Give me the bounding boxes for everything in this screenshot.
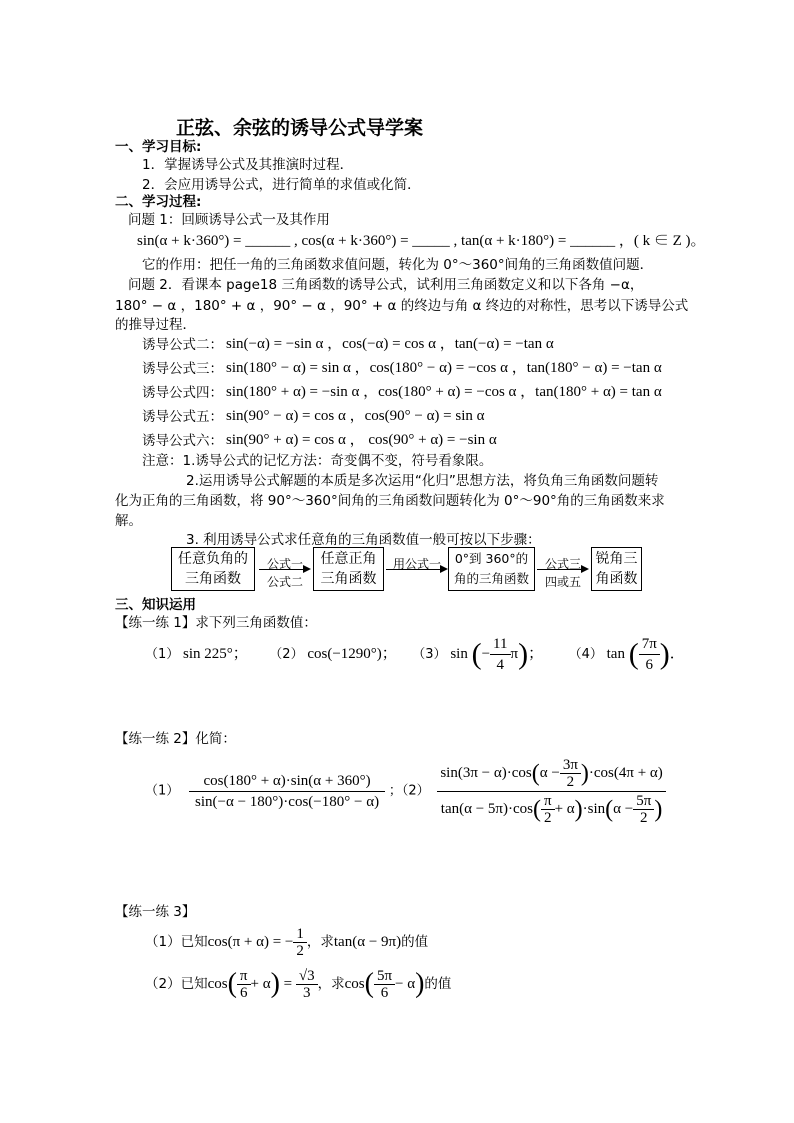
- flow-box-positive-angle: [313, 547, 384, 591]
- exercise-1-items: （1） sin 225°； （2） cos(−1290°)； （3） sin (− $\frac{11}{4}$ π)； （4） tan ( $\frac{7\pi}{6}$ )．: [145, 636, 685, 674]
- fraction-denominator: sin(−α − 180°)·cos(−180° − α): [195, 793, 380, 810]
- question-2-line-3: 的推导过程．: [115, 317, 196, 333]
- exercise-3-item-1: [145, 924, 428, 960]
- fraction-numerator: π: [541, 793, 555, 810]
- given-expression: cos(π + α) = −: [207, 934, 294, 950]
- flow-box-0-360-angle: [448, 547, 535, 591]
- flow-box-acute-angle: [591, 547, 642, 591]
- fraction: [639, 634, 660, 675]
- item-index: （4）: [568, 647, 603, 662]
- item-index: （1）: [145, 783, 180, 799]
- note-2-line-2: 化为正角的三角函数，将 90°～360°间角的三角函数问题转化为 0°～90°角的三角函数来求: [115, 493, 665, 509]
- flow-box-text: 锐角三: [595, 551, 638, 567]
- fraction: [189, 771, 385, 812]
- note-3: 3. 利用诱导公式求任意角的三角函数值一般可按以下步骤：: [186, 532, 541, 548]
- fraction-denominator: 3: [302, 984, 311, 1001]
- flow-box-negative-angle: [171, 547, 255, 591]
- fraction: [237, 968, 251, 1001]
- func-name: cos: [344, 976, 365, 992]
- flow-arrow-1-top: 公式一: [266, 557, 303, 571]
- formula-one-use: 它的作用：把任一角的三角函数求值问题，转化为 0°～360°间角的三角函数值问题．: [142, 257, 654, 273]
- flow-box-text: 任意正角: [320, 551, 377, 567]
- formula-label: 诱导公式六：: [142, 433, 223, 449]
- fraction: [374, 968, 395, 1001]
- formula-expression: sin(180° − α) = sin α ，cos(180° − α) = −cos α ，tan(180° − α) = −tan α: [226, 360, 662, 376]
- flow-box-text: 任意负角的: [178, 551, 248, 567]
- formula-label: 诱导公式四：: [142, 385, 223, 401]
- fraction-numerator: π: [237, 968, 251, 985]
- formula-label: 诱导公式三：: [142, 361, 223, 377]
- fraction-denominator: 2: [640, 809, 648, 826]
- exercise-1-title: 【练一练 1】求下列三角函数值：: [115, 615, 317, 631]
- section-process-heading: 二、学习过程:: [115, 194, 202, 210]
- suffix-text: 的值: [424, 976, 452, 992]
- term: + α: [250, 976, 271, 992]
- fraction-denominator: 4: [496, 657, 505, 674]
- fraction-numerator: 7π: [639, 634, 660, 655]
- formula-expression: sin(90° − α) = cos α ，cos(90° − α) = sin α: [226, 408, 485, 424]
- flow-arrow-2-top: 用公式一: [392, 557, 441, 571]
- fraction-numerator: 5π: [374, 968, 395, 985]
- section-application-heading: 三、知识运用: [115, 597, 196, 613]
- fraction: [633, 793, 654, 826]
- fraction-numerator: sin(3π − α)·cos(α − $\frac{3\pi}{2}$ )·cos(4π + α): [437, 756, 665, 792]
- section-goals-heading: 一、学习目标:: [115, 139, 202, 155]
- fraction-numerator: √3: [296, 968, 318, 985]
- formula-expression: sin(180° + α) = −sin α ，cos(180° + α) = −cos α ，tan(180° + α) = tan α: [226, 384, 662, 400]
- flow-box-text: 角的三角函数: [453, 571, 529, 586]
- fraction-numerator: 3π: [560, 757, 581, 774]
- connector-text: ，求: [317, 976, 345, 992]
- fraction: [296, 968, 318, 1001]
- pi-symbol: π: [510, 646, 519, 662]
- question-2-line-2: 180° − α ，180° + α ，90° − α ，90° + α 的终边与角 α 终边的对称性，思考以下诱导公式: [115, 298, 689, 314]
- flow-arrow-3-bottom: 四或五: [544, 575, 581, 589]
- term: tan(α − 5π)·cos: [440, 800, 533, 817]
- exercise-3-title: 【练一练 3】: [115, 904, 196, 920]
- exercise-3-item-2: （2）已知cos( $\frac{\pi}{6}$ + α) = $\frac{√3}{3}$ ，求cos( $\frac{5\pi}{6}$ − α)的值: [145, 967, 452, 1001]
- goal-item-1: 1．掌握诱导公式及其推演时过程．: [142, 157, 354, 173]
- fraction: [293, 926, 307, 959]
- goal-item-2: 2．会应用诱导公式，进行简单的求值或化简．: [142, 177, 421, 193]
- fraction-numerator: 11: [490, 634, 510, 655]
- connector-text: ，求: [306, 934, 334, 950]
- note-1: 注意：1.诱导公式的记忆方法：奇变偶不变，符号看象限。: [142, 453, 493, 469]
- fraction-denominator: 2: [296, 942, 304, 959]
- item-index: ；（2）: [388, 783, 430, 799]
- term: ·cos(4π + α): [588, 765, 663, 781]
- question-2-line-1: 问题 2．看课本 page18 三角函数的诱导公式，试利用三角函数定义和以下各角 −α，: [128, 277, 644, 293]
- fraction-denominator: 6: [645, 657, 653, 674]
- flow-arrow-1-bottom: 公式二: [266, 575, 303, 589]
- formula-one: sin(α + k·360°) = ______ , cos(α + k·360°) = _____ , tan(α + k·180°) = ______ ，( k ∈ Z )。: [137, 233, 706, 249]
- exercise-2-items: [145, 756, 666, 826]
- fraction-numerator: cos(180° + α)·sin(α + 360°): [189, 771, 385, 792]
- exercise-2-title: 【练一练 2】化简：: [115, 731, 236, 747]
- exercise-1-expr-2: cos(−1290°)；: [307, 646, 397, 662]
- exercise-1-expr-4-func: tan: [606, 646, 625, 662]
- note-2-line-1: 2.运用诱导公式解题的本质是多次运用“化归”思想方法，将负角三角函数问题转: [186, 473, 659, 489]
- fraction-denominator: tan(α − 5π)·cos( $\frac{\pi}{2}$ + α)·sin(α − $\frac{5\pi}{2}$ ): [440, 792, 663, 826]
- formula-label: 诱导公式二：: [142, 337, 223, 353]
- question-1-label: 问题 1：回顾诱导公式一及其作用: [128, 212, 330, 228]
- term: sin(3π − α)·cos: [440, 765, 532, 781]
- page-title: 正弦、余弦的诱导公式导学案: [176, 117, 424, 139]
- func-name: cos: [207, 976, 228, 992]
- fraction-denominator: 6: [380, 984, 389, 1001]
- fraction: [490, 634, 510, 675]
- target-expression: tan(α − 9π): [333, 934, 402, 950]
- fraction: [560, 757, 581, 790]
- fraction-numerator: 1: [293, 926, 307, 943]
- flow-box-text: 三角函数: [320, 571, 377, 587]
- flow-arrow-1: [259, 569, 309, 570]
- formula-label: 诱导公式五：: [142, 409, 223, 425]
- item-index: （3）: [412, 647, 447, 662]
- term: − α: [395, 976, 416, 992]
- term: ·sin: [582, 800, 606, 817]
- fraction-denominator: 6: [239, 984, 248, 1001]
- flow-box-text: 0°到 360°的: [454, 551, 529, 566]
- exercise-1-expr-3-func: sin: [450, 646, 468, 662]
- fraction-numerator: 5π: [633, 793, 654, 810]
- suffix-text: 的值: [401, 934, 429, 950]
- formula-expression: sin(−α) = −sin α ，cos(−α) = cos α ，tan(−α) = −tan α: [226, 336, 554, 352]
- note-2-line-3: 解。: [115, 513, 142, 529]
- fraction: [541, 793, 555, 826]
- fraction-denominator: 2: [566, 774, 575, 791]
- exercise-1-expr-1: sin 225°；: [183, 646, 248, 662]
- item-prefix: （2）已知: [145, 976, 208, 992]
- fraction: [437, 756, 665, 826]
- flow-box-text: 角函数: [595, 571, 638, 587]
- flow-box-text: 三角函数: [185, 571, 241, 587]
- item-index: （1）: [145, 647, 180, 662]
- flow-arrow-3-top: 公式三: [544, 557, 581, 571]
- flow-arrow-3: [537, 569, 587, 570]
- fraction-denominator: 2: [544, 809, 552, 826]
- item-index: （2）: [269, 647, 304, 662]
- flow-arrow-2: [386, 569, 446, 570]
- item-prefix: （1）已知: [145, 934, 208, 950]
- formula-expression: sin(90° + α) = cos α ， cos(90° + α) = −sin α: [226, 432, 497, 448]
